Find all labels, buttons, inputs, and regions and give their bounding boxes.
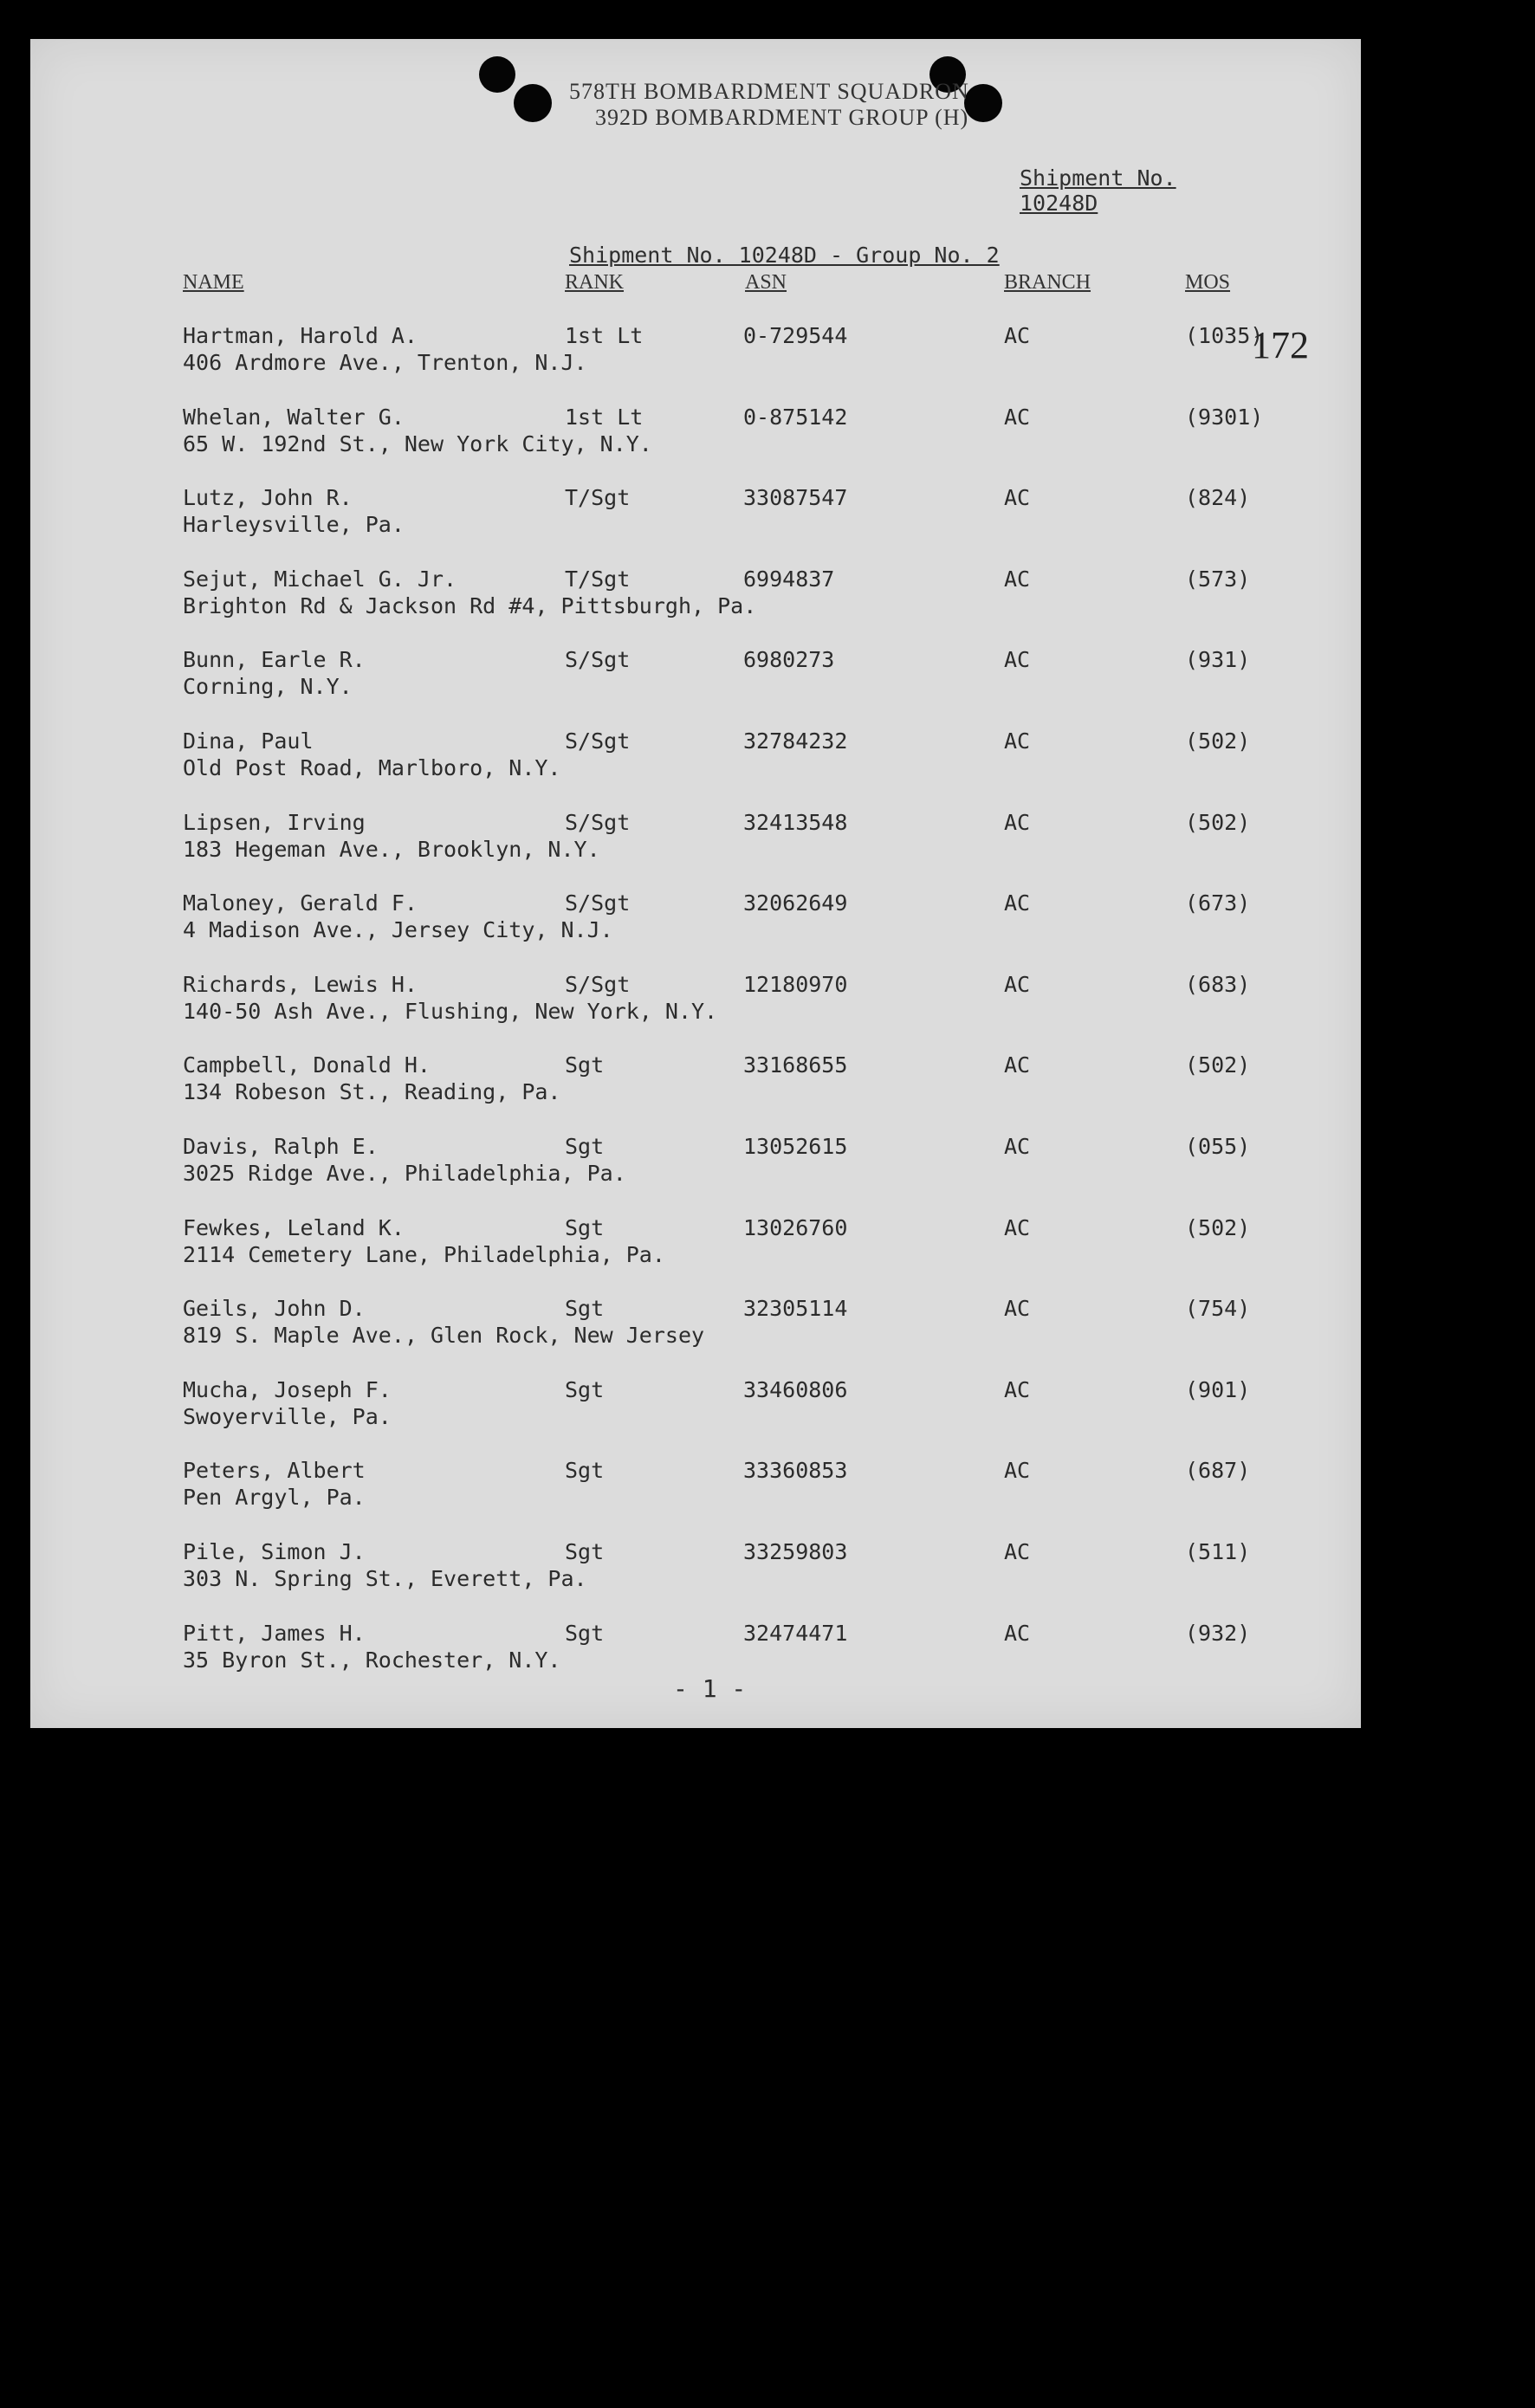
entry-branch: AC (1004, 647, 1031, 673)
entry-name: Sejut, Michael G. Jr. (183, 566, 457, 592)
entry-branch: AC (1004, 485, 1031, 511)
personnel-entry (183, 405, 1326, 484)
entry-mos: (824) (1185, 485, 1251, 511)
entry-rank: Sgt (565, 1620, 605, 1646)
column-header-asn: ASN (745, 271, 787, 294)
entry-rank: S/Sgt (565, 890, 631, 916)
entry-asn: 6980273 (743, 647, 835, 673)
entry-address: 183 Hegeman Ave., Brooklyn, N.Y. (183, 836, 600, 862)
entry-rank: T/Sgt (565, 566, 631, 592)
entry-mos: (502) (1185, 728, 1251, 754)
entry-name: Richards, Lewis H. (183, 971, 418, 997)
entry-mos: (9301) (1185, 404, 1264, 430)
shipment-number-block (1020, 165, 1176, 216)
entry-name: Peters, Albert (183, 1458, 366, 1484)
personnel-entry (183, 1377, 1326, 1457)
personnel-entry (183, 810, 1326, 890)
punch-hole-left-top (479, 56, 515, 93)
entry-rank: T/Sgt (565, 485, 631, 511)
entry-name: Campbell, Donald H. (183, 1052, 431, 1078)
entry-branch: AC (1004, 404, 1031, 430)
entry-asn: 13026760 (743, 1214, 848, 1240)
entry-rank: 1st Lt (565, 323, 644, 348)
entry-mos: (502) (1185, 809, 1251, 835)
entry-address: 3025 Ridge Ave., Philadelphia, Pa. (183, 1161, 626, 1186)
entry-address: 303 N. Spring St., Everett, Pa. (183, 1566, 587, 1591)
entry-address: 4 Madison Ave., Jersey City, N.J. (183, 917, 613, 943)
personnel-entry (183, 1296, 1326, 1376)
personnel-entry (183, 485, 1326, 565)
entry-name: Bunn, Earle R. (183, 647, 366, 673)
entry-asn: 32784232 (743, 728, 848, 754)
entry-address: 406 Ardmore Ave., Trenton, N.J. (183, 350, 587, 375)
entry-asn: 33360853 (743, 1458, 848, 1484)
personnel-entry (183, 728, 1326, 808)
entry-branch: AC (1004, 1376, 1031, 1402)
entry-name: Davis, Ralph E. (183, 1134, 379, 1159)
shipment-label: Shipment No. (1020, 165, 1176, 191)
entry-asn: 32305114 (743, 1296, 848, 1322)
entry-mos: (502) (1185, 1214, 1251, 1240)
entry-rank: S/Sgt (565, 809, 631, 835)
entry-asn: 33168655 (743, 1052, 848, 1078)
entry-mos: (511) (1185, 1539, 1251, 1564)
entry-name: Dina, Paul (183, 728, 314, 754)
squadron-heading: 578TH BOMBARDMENT SQUADRON (569, 79, 969, 104)
entry-branch: AC (1004, 971, 1031, 997)
column-header-name: NAME (183, 271, 244, 294)
entry-asn: 32413548 (743, 809, 848, 835)
entry-rank: S/Sgt (565, 728, 631, 754)
entry-address: 35 Byron St., Rochester, N.Y. (183, 1647, 561, 1673)
entry-mos: (573) (1185, 566, 1251, 592)
personnel-entry (183, 323, 1326, 403)
entry-branch: AC (1004, 1296, 1031, 1322)
entry-name: Pitt, James H. (183, 1620, 366, 1646)
entry-address: 134 Robeson St., Reading, Pa. (183, 1079, 561, 1105)
entry-branch: AC (1004, 1134, 1031, 1159)
entry-rank: Sgt (565, 1052, 605, 1078)
entry-branch: AC (1004, 1214, 1031, 1240)
entry-name: Lipsen, Irving (183, 809, 366, 835)
entry-asn: 33259803 (743, 1539, 848, 1564)
column-header-branch: BRANCH (1004, 271, 1091, 294)
entry-mos: (754) (1185, 1296, 1251, 1322)
personnel-entry (183, 1134, 1326, 1214)
page-number: - 1 - (673, 1674, 747, 1703)
entry-name: Pile, Simon J. (183, 1539, 366, 1564)
personnel-entry (183, 1539, 1326, 1619)
entry-address: Brighton Rd & Jackson Rd #4, Pittsburgh, Pa. (183, 592, 757, 618)
entry-address: Old Post Road, Marlboro, N.Y. (183, 755, 561, 780)
entry-mos: (673) (1185, 890, 1251, 916)
entry-mos: (932) (1185, 1620, 1251, 1646)
personnel-entry (183, 1052, 1326, 1132)
personnel-entry (183, 1621, 1326, 1700)
entry-rank: Sgt (565, 1376, 605, 1402)
entry-address: 2114 Cemetery Lane, Philadelphia, Pa. (183, 1241, 665, 1267)
entry-address: 65 W. 192nd St., New York City, N.Y. (183, 430, 652, 456)
entry-mos: (931) (1185, 647, 1251, 673)
personnel-entry (183, 890, 1326, 970)
entry-mos: (502) (1185, 1052, 1251, 1078)
entry-asn: 33460806 (743, 1376, 848, 1402)
entry-rank: Sgt (565, 1214, 605, 1240)
entry-mos: (901) (1185, 1376, 1251, 1402)
entry-rank: S/Sgt (565, 647, 631, 673)
punch-hole-right-bottom (964, 84, 1002, 122)
shipment-number: 10248D (1020, 191, 1098, 216)
personnel-entry (183, 566, 1326, 646)
entry-address: 819 S. Maple Ave., Glen Rock, New Jersey (183, 1323, 705, 1349)
entry-asn: 0-729544 (743, 323, 848, 348)
entry-name: Maloney, Gerald F. (183, 890, 418, 916)
entry-name: Hartman, Harold A. (183, 323, 418, 348)
entry-address: Corning, N.Y. (183, 674, 353, 700)
entry-mos: (1035) (1185, 323, 1264, 348)
entry-asn: 12180970 (743, 971, 848, 997)
entry-address: 140-50 Ash Ave., Flushing, New York, N.Y. (183, 998, 718, 1024)
entry-branch: AC (1004, 890, 1031, 916)
entry-branch: AC (1004, 728, 1031, 754)
entry-rank: Sgt (565, 1539, 605, 1564)
entry-mos: (683) (1185, 971, 1251, 997)
entry-asn: 0-875142 (743, 404, 848, 430)
entry-asn: 13052615 (743, 1134, 848, 1159)
entry-branch: AC (1004, 1620, 1031, 1646)
entry-mos: (687) (1185, 1458, 1251, 1484)
entry-name: Geils, John D. (183, 1296, 366, 1322)
punch-hole-left-bottom (514, 84, 552, 122)
entry-asn: 6994837 (743, 566, 835, 592)
entry-rank: Sgt (565, 1134, 605, 1159)
entry-name: Mucha, Joseph F. (183, 1376, 392, 1402)
column-header-rank: RANK (565, 271, 625, 294)
group-heading: 392D BOMBARDMENT GROUP (H) (595, 105, 969, 130)
personnel-entry (183, 972, 1326, 1052)
entry-asn: 33087547 (743, 485, 848, 511)
entry-branch: AC (1004, 1458, 1031, 1484)
stamped-page-number: 172 (1252, 324, 1309, 366)
entry-rank: Sgt (565, 1458, 605, 1484)
entry-branch: AC (1004, 809, 1031, 835)
personnel-entry (183, 647, 1326, 727)
entry-mos: (055) (1185, 1134, 1251, 1159)
entry-rank: 1st Lt (565, 404, 644, 430)
entry-asn: 32474471 (743, 1620, 848, 1646)
personnel-entry (183, 1215, 1326, 1295)
entry-name: Whelan, Walter G. (183, 404, 405, 430)
entry-branch: AC (1004, 1052, 1031, 1078)
column-header-mos: MOS (1185, 271, 1231, 294)
entry-branch: AC (1004, 323, 1031, 348)
entry-branch: AC (1004, 1539, 1031, 1564)
entry-address: Harleysville, Pa. (183, 512, 405, 538)
entry-rank: Sgt (565, 1296, 605, 1322)
personnel-entry (183, 1458, 1326, 1537)
entry-branch: AC (1004, 566, 1031, 592)
entry-asn: 32062649 (743, 890, 848, 916)
entry-rank: S/Sgt (565, 971, 631, 997)
shipment-group-line: Shipment No. 10248D - Group No. 2 (569, 243, 1000, 268)
entry-name: Fewkes, Leland K. (183, 1214, 405, 1240)
entry-address: Pen Argyl, Pa. (183, 1485, 366, 1511)
document-page (30, 39, 1361, 1728)
entry-name: Lutz, John R. (183, 485, 353, 511)
entry-address: Swoyerville, Pa. (183, 1403, 392, 1429)
